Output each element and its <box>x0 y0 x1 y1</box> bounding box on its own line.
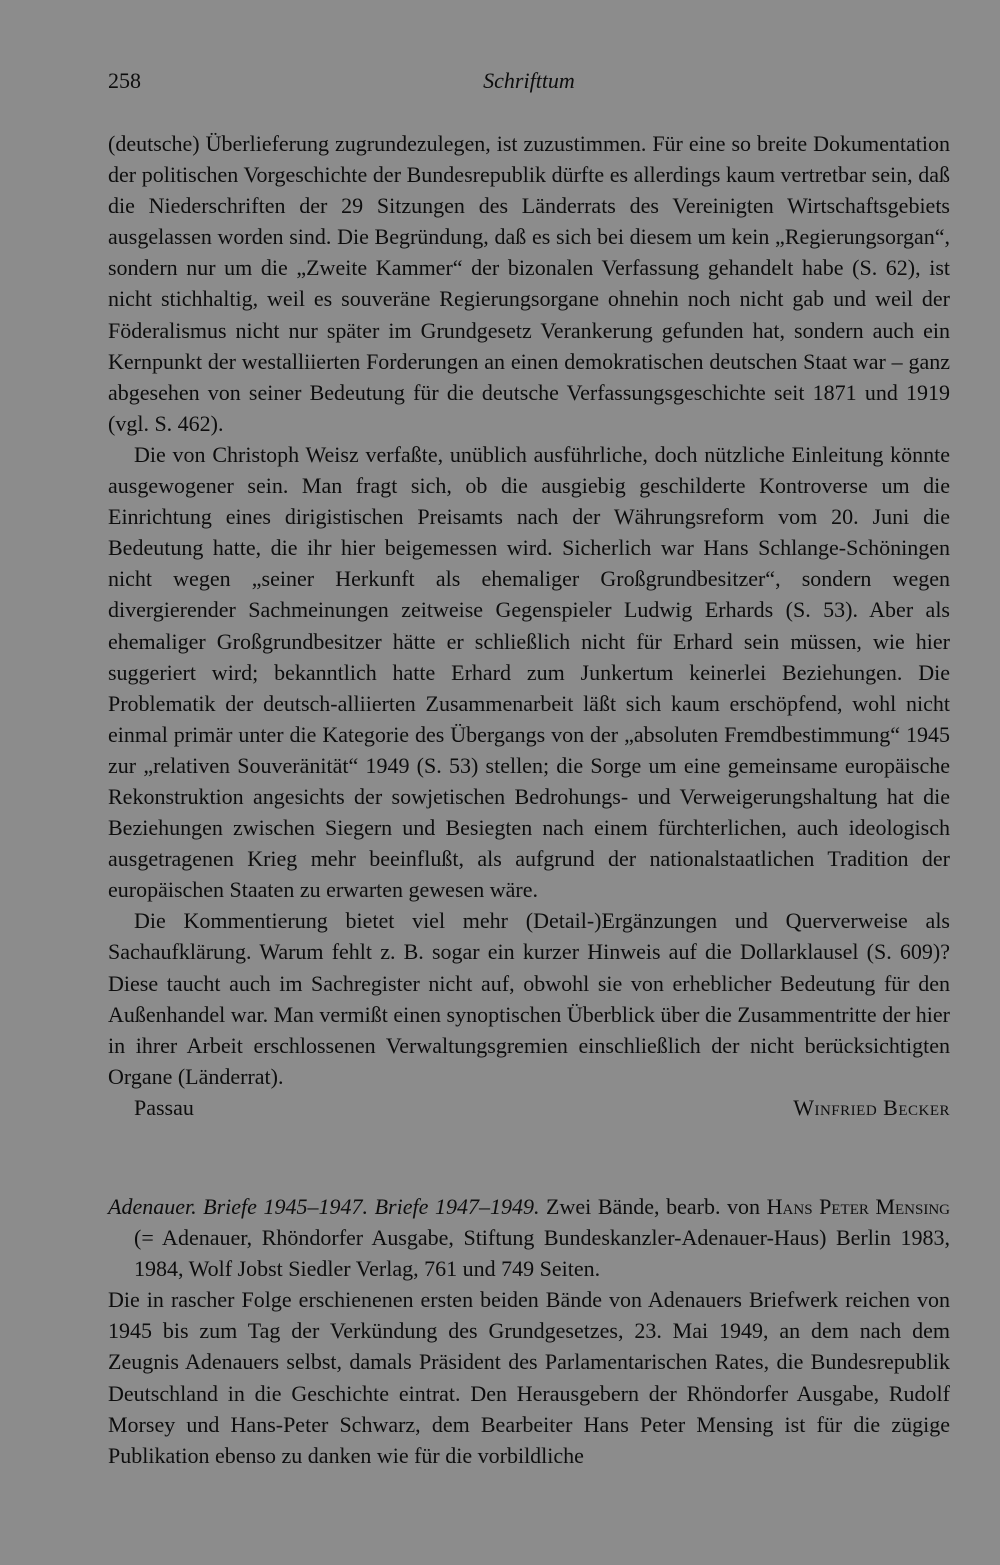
editor-name: Hans Peter Mensing <box>766 1194 951 1219</box>
paragraph: Die von Christoph Weisz verfaßte, unüblich ausführliche, doch nützliche Einleitung könnte ausgewogener sein. Man fragt sich, ob die ausgiebig geschilderte Kontroverse um die Einrichtung eines dirigistischen Preisamts nach der Währungsreform vom 20. Juni die Bedeutung hatte, die ihr hier beigemessen wird. Sicherlich war Hans Schlange-Schöningen nicht wegen „seiner Herkunft als ehemaliger Großgrundbesitzer“, sondern wegen divergierender Sachmeinungen zeitweise Gegenspieler Ludwig Erhards (S. 53). Aber als ehemaliger Großgrundbesitzer hätte er schließlich nicht für Erhard sein müssen, wie hier suggeriert wird; bekanntlich hatte Erhard zum Junkertum keinerlei Beziehungen. Die Problematik der deutsch-alliierten Zusammenarbeit läßt sich kaum erschöpfend, wohl nicht einmal primär unter die Kategorie des Übergangs von der „absoluten Fremdbestimmung“ 1945 zur „relativen Souveränität“ 1949 (S. 53) stellen; die Sorge um eine gemeinsame europäische Rekonstruktion angesichts der sowjetischen Bedrohungs- und Verweigerungshaltung hat die Beziehungen zwischen Siegern und Besiegten nach einem fürchterlichen, auch ideologisch ausgetragenen Krieg mehr beeinflußt, als aufgrund der nationalstaatlichen Tradition der europäischen Staaten zu erwarten gewesen wäre. <box>108 441 950 903</box>
paragraph-continuation: (deutsche) Überlieferung zugrundezulegen, ist zuzustimmen. Für eine so breite Dokumentation der politischen Vorgeschichte der Bundesrepublik dürfte es allerdings kaum vertretbar sein, daß die Niederschriften der 29 Sitzungen des Länderrats des Vereinigten Wirtschaftsgebiets ausgelassen worden sind. Die Begründung, daß es sich bei diesem um kein „Regierungsorgan“, sondern nur um die „Zweite Kammer“ der bizonalen Verfassung gehandelt habe (S. 62), ist nicht stichhaltig, weil es souveräne Regierungsorgane ohnehin noch nicht gab und weil der Föderalismus nicht nur später im Grundgesetz Verankerung gefunden hat, sondern auch ein Kernpunkt der westalliierten Forderungen an einen demokratischen deutschen Staat war – ganz abgesehen von seiner Bedeutung für die deutsche Verfassungsgeschichte seit 1871 und 1919 (vgl. S. 462). <box>108 131 950 436</box>
signature-author: Winfried Becker <box>793 1094 950 1120</box>
citation-text: Zwei Bände, bearb. von <box>539 1194 767 1219</box>
book-title: Adenauer. Briefe 1945–1947. Briefe 1947–1949. <box>108 1194 540 1219</box>
signature-place: Passau <box>134 1094 194 1120</box>
citation-text: (= Adenauer, Rhöndorfer Ausgabe, Stiftung Bundeskanzler-Adenauer-Haus) Berlin 1983, 1984, Wolf Jobst Siedler Verlag, 761 und 749 Seiten. <box>134 1225 950 1282</box>
book-page <box>108 60 950 1471</box>
page-header <box>108 60 950 94</box>
book-citation <box>108 1191 950 1284</box>
paragraph: Die Kommentierung bietet viel mehr (Detail-)Ergänzungen und Querverweise als Sachaufklärung. Warum fehlt z. B. sogar ein kurzer Hinweis auf die Dollarklausel (S. 609)? Diese taucht auch im Sachregister nicht auf, obwohl sie von erheblicher Bedeutung für den Außenhandel war. Man vermißt einen synoptischen Überblick über die Zusammentritte der hier in ihrer Arbeit erschlossenen Verwaltungsgremien einschließlich der nicht berücksichtigten Organe (Länderrat). <box>108 908 950 1089</box>
review-signature <box>108 1092 950 1123</box>
paragraph: Die in rascher Folge erschienenen ersten beiden Bände von Adenauers Briefwerk reichen von 1945 bis zum Tag der Verkündung des Grundgesetzes, 23. Mai 1949, an dem nach dem Zeugnis Adenauers selbst, damals Präsident des Parlamentarischen Rates, die Bundesrepublik Deutschland in die Geschichte eintrat. Den Herausgebern der Rhöndorfer Ausgabe, Rudolf Morsey und Hans-Peter Schwarz, dem Bearbeiter Hans Peter Mensing ist für die zügige Publikation ebenso zu danken wie für die vorbildliche <box>108 1287 950 1468</box>
running-title: Schrifttum <box>483 68 575 93</box>
review-first-body <box>108 128 950 1092</box>
page-number: 258 <box>108 68 141 93</box>
review-second-body <box>108 1284 950 1471</box>
